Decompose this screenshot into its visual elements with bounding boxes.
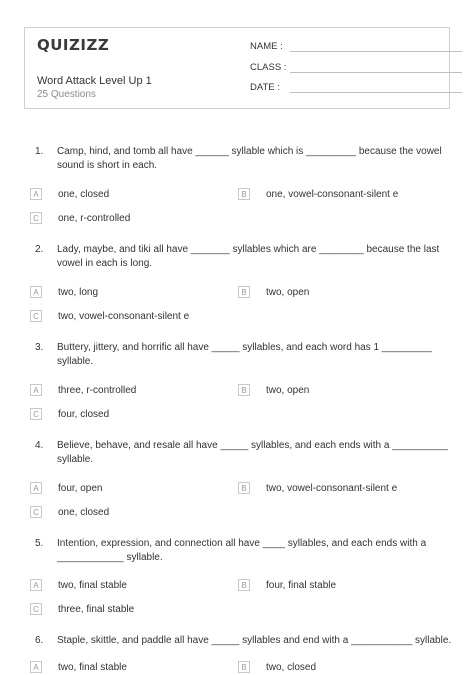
quizizz-logo: QUIZIZZ	[37, 36, 110, 54]
option-text: one, closed	[58, 189, 110, 200]
question-text: Intention, expression, and connection all have ____ syllables, and each ends with a ____________ syllable.	[57, 538, 427, 563]
question-number: 4.	[35, 440, 44, 451]
question-number: 5.	[35, 538, 44, 549]
option-letter: C	[30, 603, 42, 615]
name-field[interactable]	[250, 41, 283, 52]
class-label: CLASS :	[250, 62, 287, 73]
option-text: two, final stable	[58, 662, 127, 673]
question-text: Camp, hind, and tomb all have ______ syllable which is _________ because the vowel sound is short in each.	[57, 146, 442, 171]
name-line	[290, 51, 462, 52]
option-letter: A	[30, 286, 42, 298]
option-text: three, r-controlled	[58, 385, 137, 396]
option-letter: C	[30, 408, 42, 420]
option-text: one, r-controlled	[58, 213, 131, 224]
option-text: two, vowel-consonant-silent e	[266, 483, 398, 494]
question-text: Staple, skittle, and paddle all have _____ syllables and end with a ___________ syllable.	[57, 635, 452, 646]
date-label: DATE :	[250, 82, 280, 93]
option-letter: A	[30, 188, 42, 200]
date-field[interactable]	[250, 82, 280, 93]
question-number: 6.	[35, 635, 44, 646]
option-text: two, long	[58, 287, 99, 298]
class-line	[290, 72, 462, 73]
option-letter: C	[30, 310, 42, 322]
option-letter: B	[238, 661, 250, 673]
option-text: four, final stable	[266, 580, 337, 591]
question-count: 25 Questions	[37, 89, 96, 100]
option-letter: B	[238, 188, 250, 200]
question-number: 3.	[35, 342, 44, 353]
option-letter: B	[238, 384, 250, 396]
option-text: two, closed	[266, 662, 317, 673]
question-text: Believe, behave, and resale all have _____ syllables, and each ends with a __________ syllable.	[57, 440, 448, 465]
option-letter: B	[238, 482, 250, 494]
option-text: one, vowel-consonant-silent e	[266, 189, 399, 200]
question-text: Lady, maybe, and tiki all have _______ syllables which are ________ because the last vowel in each is long.	[57, 244, 440, 269]
option-text: two, final stable	[58, 580, 127, 591]
question-text: Buttery, jittery, and horrific all have _____ syllables, and each word has 1 _________ syllable.	[57, 342, 432, 367]
option-text: four, open	[58, 483, 103, 494]
option-text: four, closed	[58, 409, 110, 420]
option-letter: B	[238, 286, 250, 298]
date-line	[290, 92, 462, 93]
question-number: 2.	[35, 244, 44, 255]
worksheet-header	[24, 27, 450, 109]
option-letter: A	[30, 661, 42, 673]
option-letter: A	[30, 482, 42, 494]
name-label: NAME :	[250, 41, 283, 52]
option-text: two, open	[266, 287, 310, 298]
option-letter: B	[238, 579, 250, 591]
question-number: 1.	[35, 146, 44, 157]
option-text: one, closed	[58, 507, 110, 518]
option-letter: A	[30, 384, 42, 396]
option-text: two, vowel-consonant-silent e	[58, 311, 190, 322]
option-text: three, final stable	[58, 604, 135, 615]
option-letter: A	[30, 579, 42, 591]
option-letter: C	[30, 506, 42, 518]
class-field[interactable]	[250, 62, 286, 73]
option-text: two, open	[266, 385, 310, 396]
option-letter: C	[30, 212, 42, 224]
worksheet-title: Word Attack Level Up 1	[37, 75, 152, 87]
